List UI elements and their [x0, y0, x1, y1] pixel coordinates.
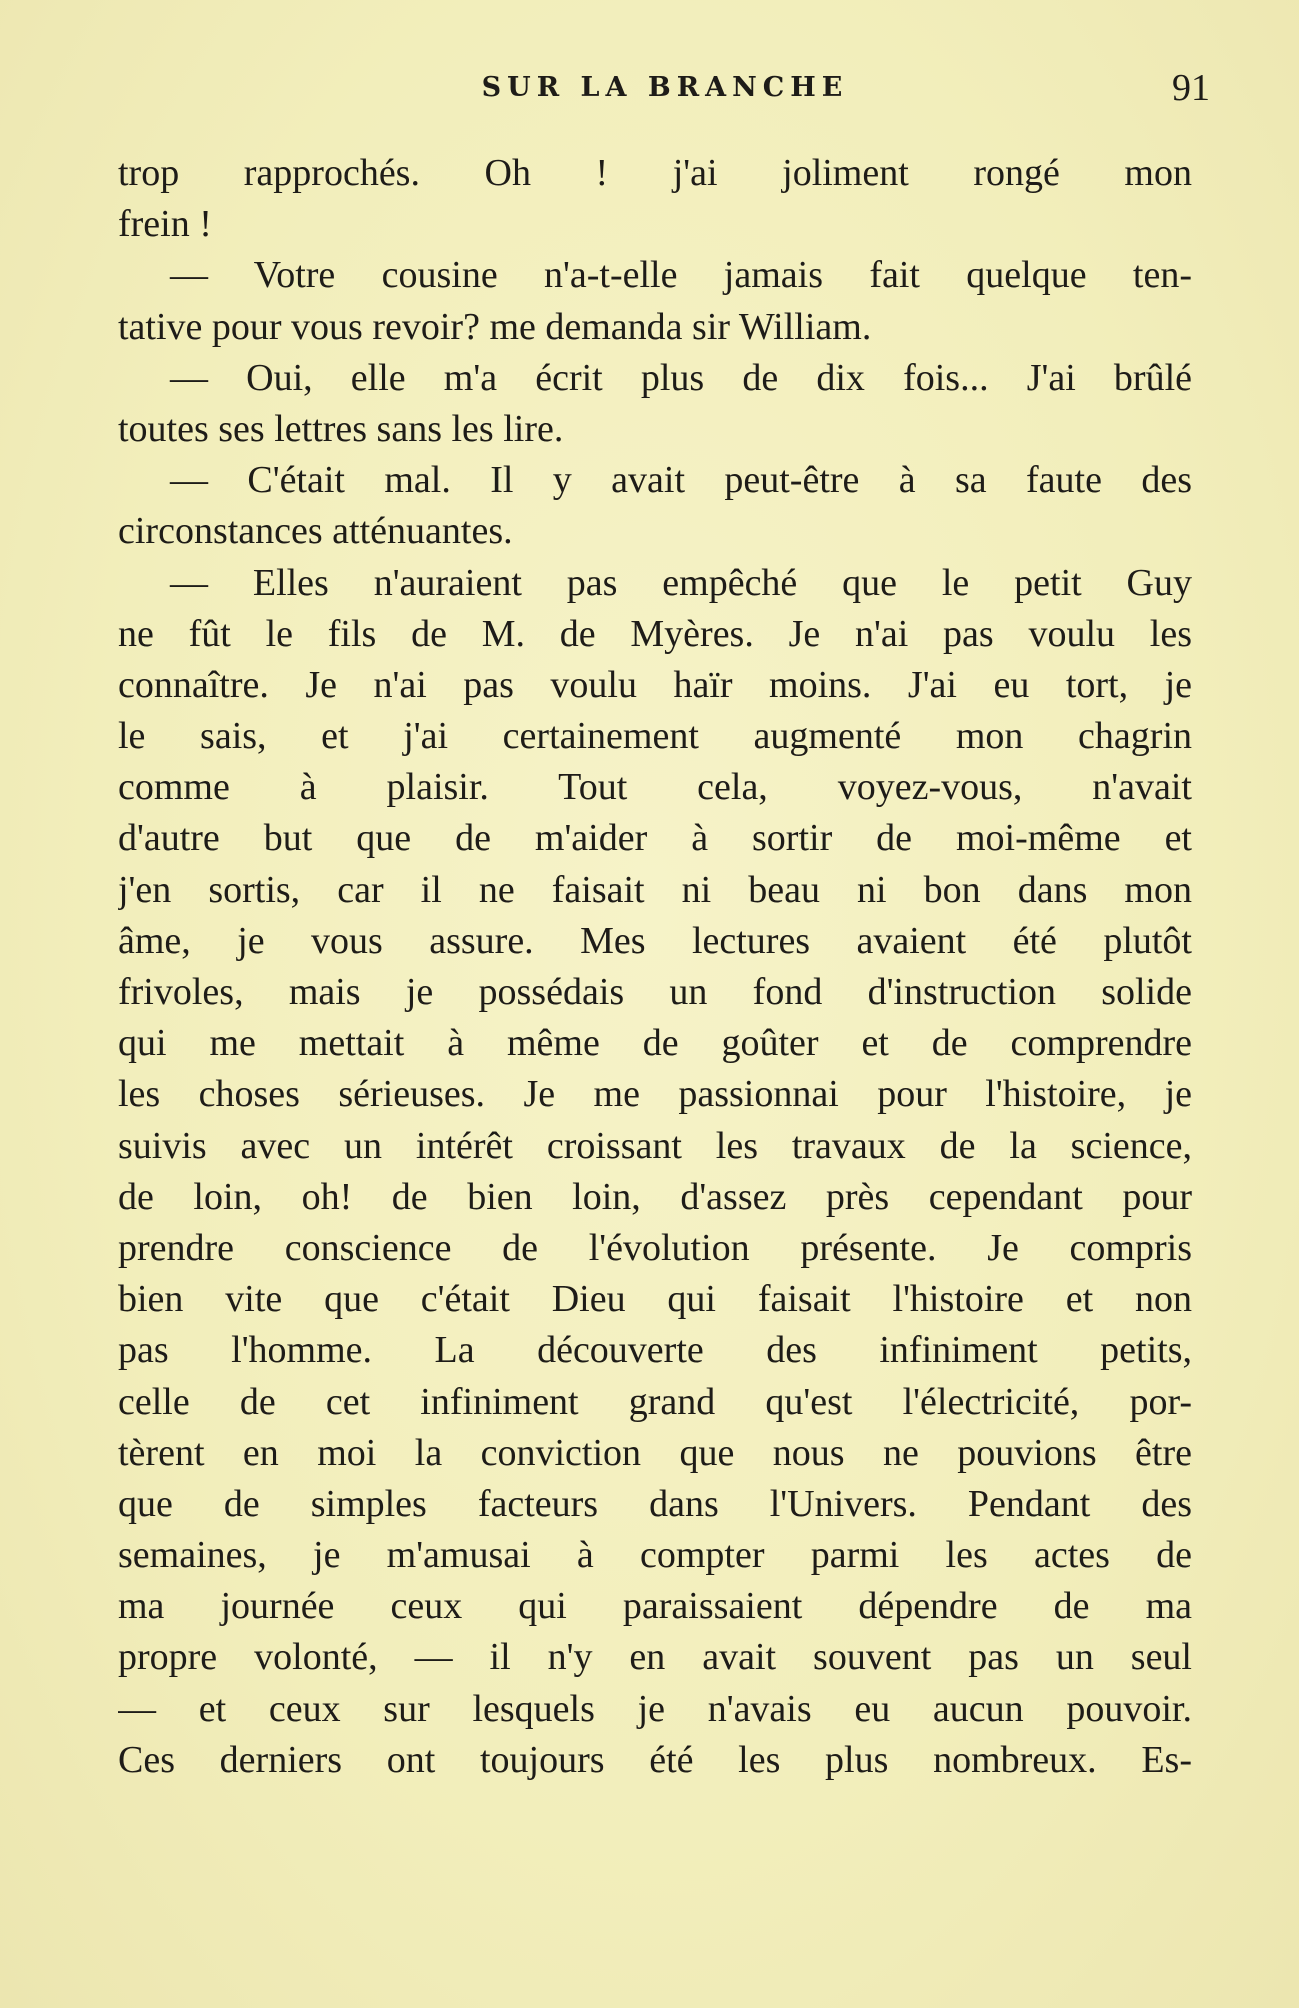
- text-line: ne fût le fils de M. de Myères. Je n'ai pas voulu les: [118, 612, 1192, 655]
- text-line: circonstances atténuantes.: [118, 510, 513, 553]
- text-line: bien vite que c'était Dieu qui faisait l'histoire et non: [118, 1278, 1192, 1321]
- body-text: [118, 148, 1192, 1786]
- text-line: comme à plaisir. Tout cela, voyez-vous, n'avait: [118, 766, 1192, 809]
- text-line: suivis avec un intérêt croissant les travaux de la science,: [118, 1124, 1192, 1167]
- text-line: — et ceux sur lesquels je n'avais eu aucun pouvoir.: [118, 1687, 1192, 1730]
- running-head: [120, 67, 1210, 112]
- text-line: les choses sérieuses. Je me passionnai pour l'histoire, je: [118, 1073, 1192, 1116]
- text-line: frivoles, mais je possédais un fond d'instruction solide: [118, 971, 1192, 1013]
- text-line: frein !: [118, 203, 212, 246]
- text-line: j'en sortis, car il ne faisait ni beau ni bon dans mon: [118, 868, 1192, 911]
- text-line: — Oui, elle m'a écrit plus de dix fois... J'ai brûlé: [170, 356, 1192, 399]
- text-line: toutes ses lettres sans les lire.: [118, 407, 564, 450]
- text-line: Ces derniers ont toujours été les plus nombreux. Es-: [118, 1738, 1192, 1781]
- text-line: tèrent en moi la conviction que nous ne pouvions être: [118, 1431, 1192, 1474]
- text-line: — Elles n'auraient pas empêché que le petit Guy: [170, 561, 1192, 604]
- text-line: trop rapprochés. Oh ! j'ai joliment rongé mon: [118, 152, 1192, 194]
- text-line: le sais, et j'ai certainement augmenté mon chagrin: [118, 715, 1192, 758]
- text-line: celle de cet infiniment grand qu'est l'électricité, por-: [118, 1380, 1192, 1423]
- text-line: — Votre cousine n'a-t-elle jamais fait quelque ten-: [170, 254, 1192, 297]
- text-line: tative pour vous revoir? me demanda sir William.: [118, 305, 872, 348]
- text-line: propre volonté, — il n'y en avait souvent pas un seul: [118, 1636, 1192, 1679]
- text-line: d'autre but que de m'aider à sortir de moi-même et: [118, 817, 1192, 860]
- page-number: 91: [1172, 67, 1210, 109]
- text-line: qui me mettait à même de goûter et de comprendre: [118, 1022, 1192, 1065]
- text-line: prendre conscience de l'évolution présente. Je compris: [118, 1226, 1192, 1269]
- text-line: de loin, oh! de bien loin, d'assez près cependant pour: [118, 1175, 1192, 1218]
- text-line: âme, je vous assure. Mes lectures avaient été plutôt: [118, 919, 1192, 962]
- text-line: que de simples facteurs dans l'Univers. Pendant des: [118, 1482, 1192, 1525]
- text-line: ma journée ceux qui paraissaient dépendre de ma: [118, 1585, 1192, 1628]
- text-line: — C'était mal. Il y avait peut-être à sa faute des: [170, 459, 1192, 502]
- text-line: pas l'homme. La découverte des infiniment petits,: [118, 1329, 1192, 1372]
- text-line: semaines, je m'amusai à compter parmi les actes de: [118, 1534, 1192, 1577]
- text-line: connaître. Je n'ai pas voulu haïr moins. J'ai eu tort, je: [118, 663, 1192, 706]
- running-title: SUR LA BRANCHE: [481, 72, 849, 103]
